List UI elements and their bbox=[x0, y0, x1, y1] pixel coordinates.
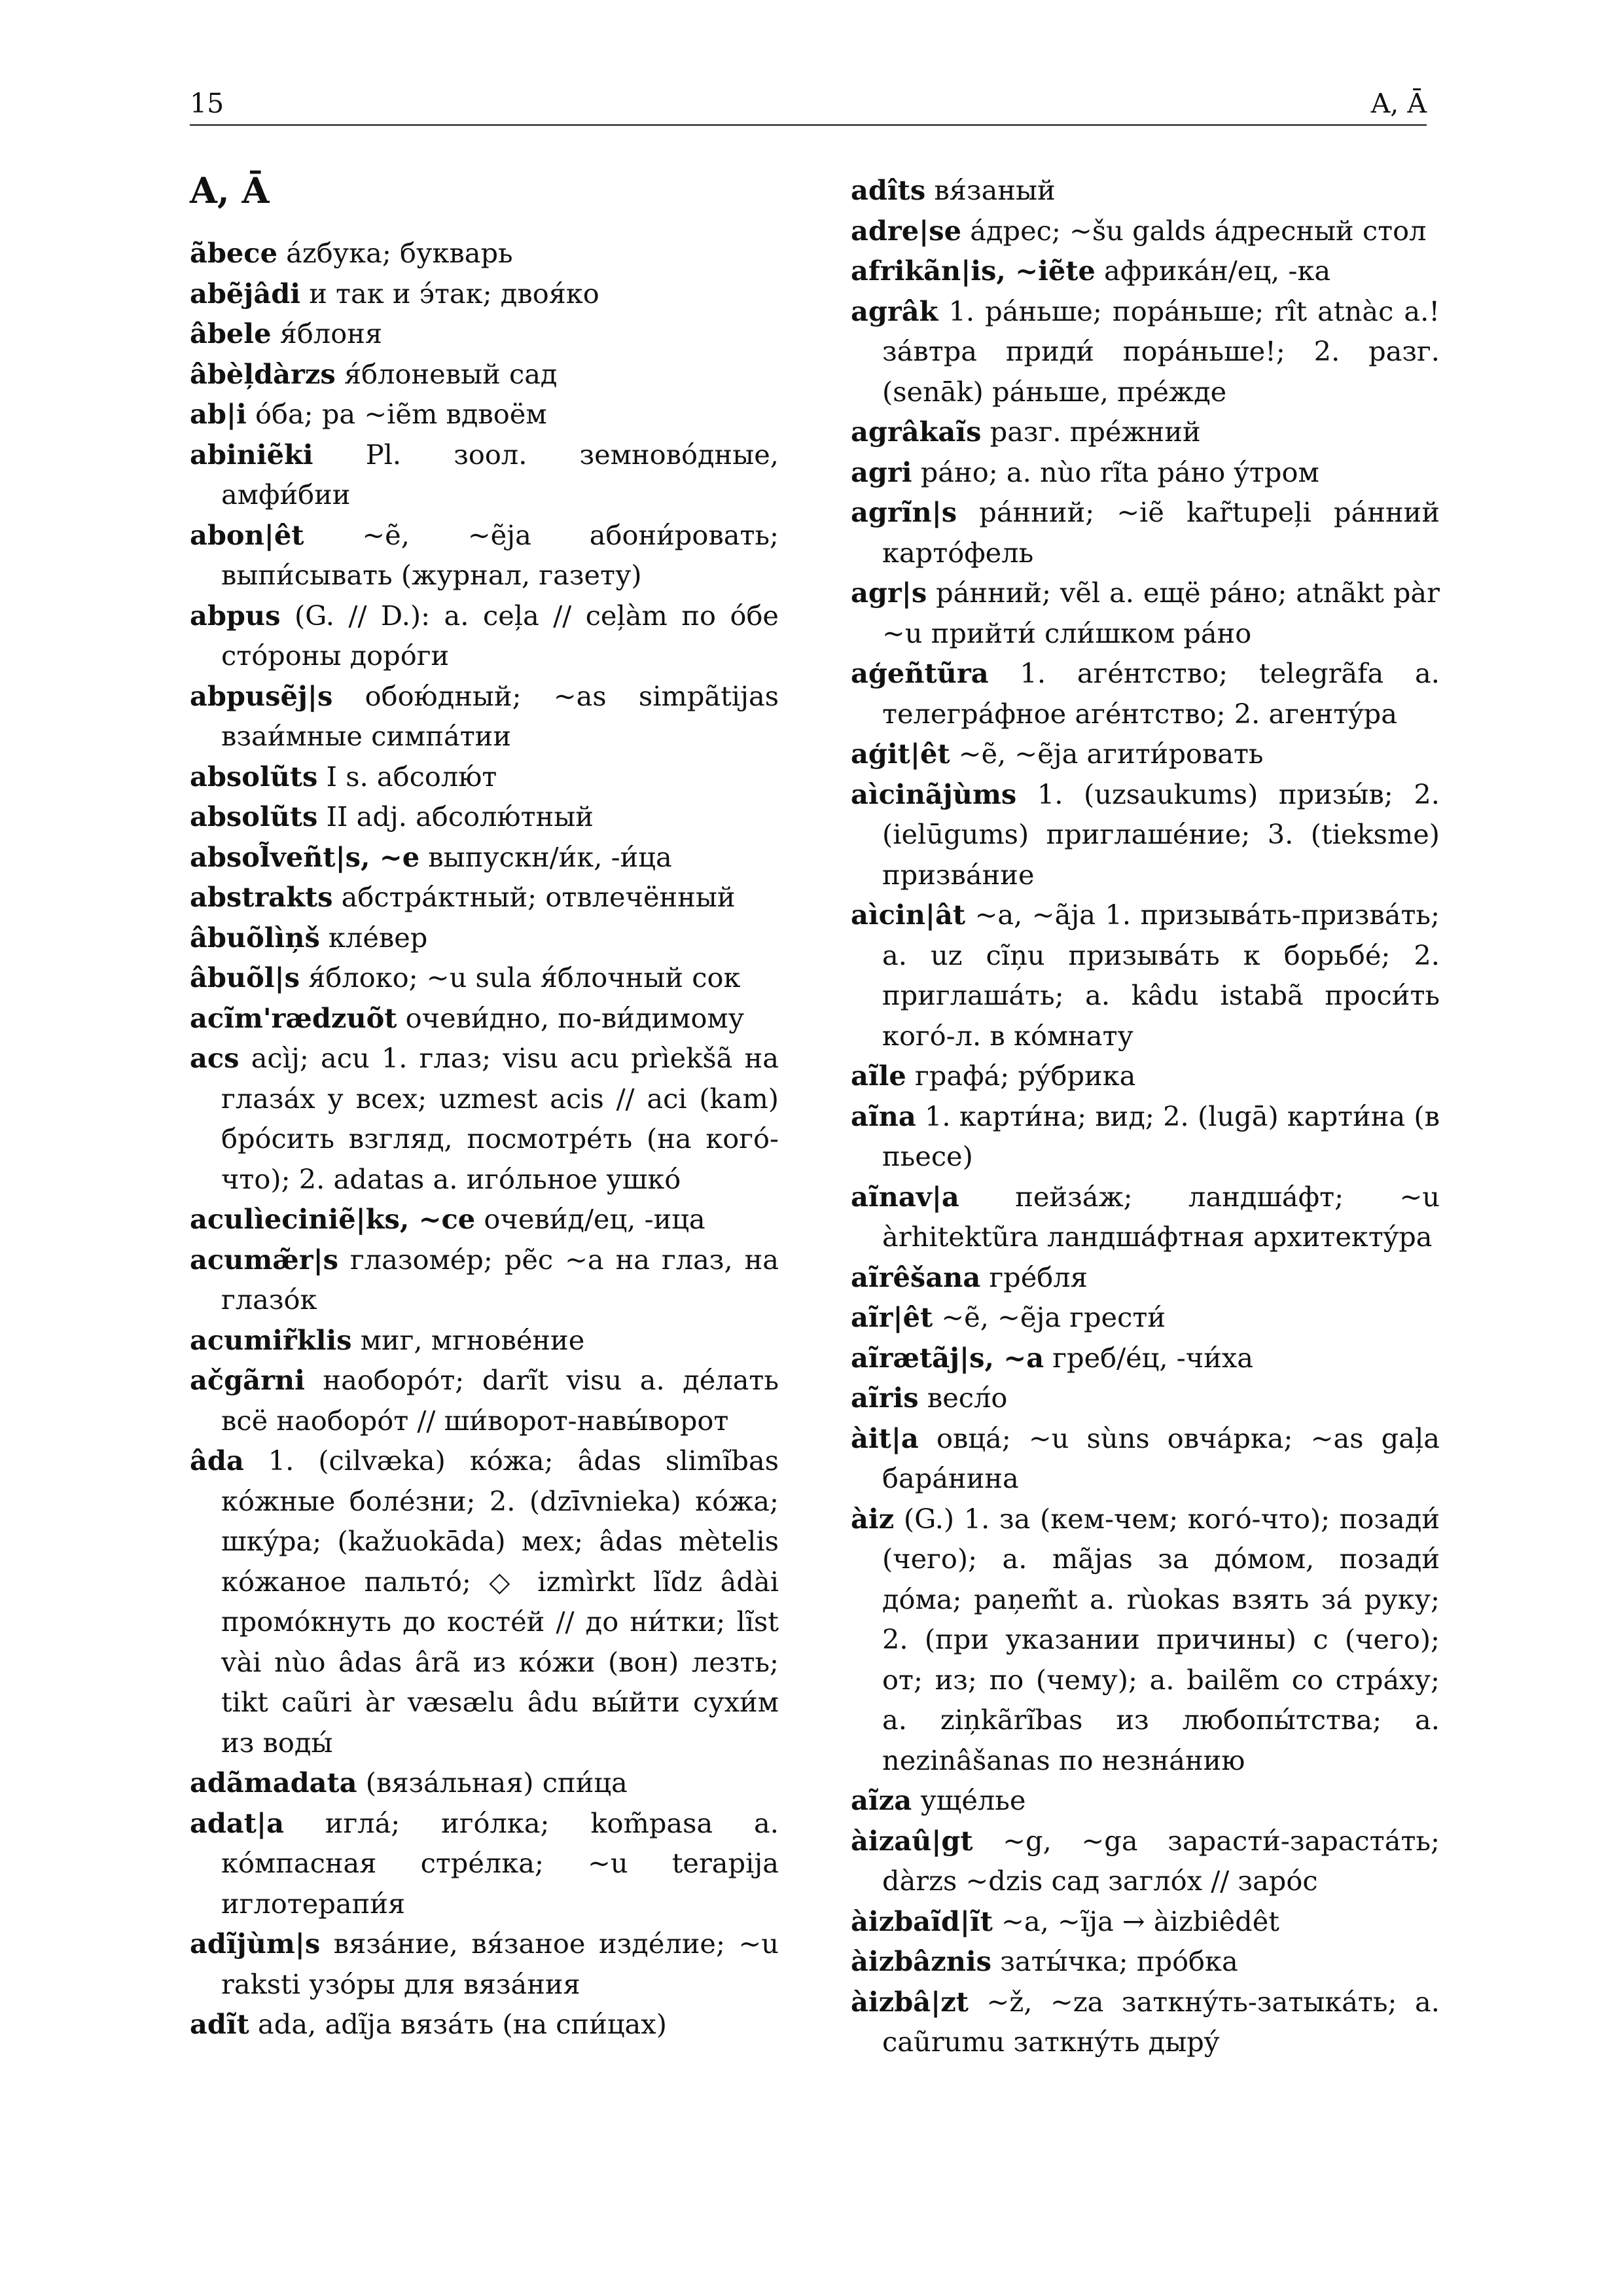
header-rule bbox=[190, 124, 1427, 126]
headword: afrikãn|is, ~iẽte bbox=[851, 255, 1096, 287]
dictionary-entry bbox=[851, 734, 1440, 774]
headword: âda bbox=[190, 1444, 244, 1477]
headword: agrâkaĩs bbox=[851, 416, 982, 448]
definition: I s. абсолю́т bbox=[317, 760, 497, 793]
definition: ~a, ~ãja 1. призывáть-призвáть; a. uz cĩņu призывáть к борьбé; 2. приглашáть; a. kâdu istabã проси́ть когó-л. в кóмнату bbox=[882, 899, 1440, 1052]
headword: àizbâznis bbox=[851, 1945, 991, 1977]
headword: aĩza bbox=[851, 1784, 912, 1816]
dictionary-entry bbox=[851, 1821, 1440, 1901]
headword: adĩjùm|s bbox=[190, 1928, 321, 1960]
headword: aìcin|ât bbox=[851, 899, 966, 931]
definition: 1. рáньше; порáньше; rît atnàc a.! зáвтра приди́ порáньше!; 2. разг. (senāk) рáньше, прéжде bbox=[882, 295, 1440, 408]
dictionary-entry bbox=[190, 837, 779, 878]
definition: греб/éц, -чи́ха bbox=[1044, 1341, 1254, 1374]
headword: aĩris bbox=[851, 1382, 919, 1414]
definition: 1. карти́на; вид; 2. (lugā) карти́на (в пьесе) bbox=[882, 1100, 1440, 1172]
headword: abpusẽj|s bbox=[190, 679, 333, 712]
dictionary-entry bbox=[851, 492, 1440, 573]
definition: áдрес; ~šu galds áдресный стол bbox=[961, 214, 1427, 247]
definition: наоборóт; darĩt visu a. дéлать всё наоборóт // ши́ворот-навы́ворот bbox=[221, 1364, 779, 1437]
section-title: A, Ā bbox=[190, 170, 270, 211]
headword: adĩt bbox=[190, 2008, 249, 2040]
definition: заты́чка; прóбка bbox=[991, 1945, 1238, 1977]
dictionary-entry bbox=[190, 757, 779, 797]
dictionary-entry bbox=[851, 1177, 1440, 1257]
dictionary-entry bbox=[190, 797, 779, 837]
definition: рáно; a. nùo rĩta рáно ýтром bbox=[912, 456, 1319, 488]
definition: я́блоня bbox=[271, 317, 383, 350]
dictionary-entry bbox=[190, 1240, 779, 1320]
definition: ~g, ~ga зарасти́-зарастáть; dàrzs ~dzis сад заглóх // зарóс bbox=[882, 1824, 1440, 1897]
definition: очеви́д/ец, -ица bbox=[475, 1203, 705, 1235]
dictionary-entry bbox=[851, 452, 1440, 493]
definition: рáнний; vẽl a. ещё рáно; atnãkt pàr ~u прийти́ сли́шком рáно bbox=[882, 577, 1440, 649]
headword: àizaû|gt bbox=[851, 1824, 973, 1857]
definition: африкáн/ец, -ка bbox=[1095, 255, 1331, 287]
dictionary-entry bbox=[851, 170, 1440, 211]
definition: 1. (cilvæka) кóжа; âdas slimĩbas кóжные болéзни; 2. (dzīvnieka) кóжа; шкýра; (kažuokāda) мех; âdas mètelis кóжаное пальтó; ◇ izmìrkt lĩdz âdài промóкнуть до костéй // до ни́тки; lĩst vài nùo âdas ârã из кóжи (вон) лезть; tikt caũri àr væsælu âdu вы́йти сухи́м из воды́ bbox=[221, 1444, 779, 1759]
definition: (G.) 1. за (кем-чем; когó-что); позади́ (чего); a. mãjas за дóмом, позади́ дóма; paņem̃t a. rùokas взять зá руку; 2. (при указании причины) с (чего); от; из; по (чему); a. bailẽm со стрáху; a. ziņkãrĩbas из любопы́тства; a. nezinâšanas по незнáнию bbox=[882, 1502, 1440, 1776]
dictionary-entry bbox=[190, 435, 779, 515]
headword: absolũts bbox=[190, 800, 318, 833]
headword: agrĩn|s bbox=[851, 496, 957, 528]
headword: agri bbox=[851, 456, 912, 488]
headword: adîts bbox=[851, 174, 926, 206]
headword: adãmadata bbox=[190, 1767, 357, 1799]
definition: весл́о bbox=[918, 1382, 1008, 1414]
dictionary-entry bbox=[851, 1780, 1440, 1821]
dictionary-entry bbox=[851, 291, 1440, 412]
headword: agr|s bbox=[851, 577, 927, 609]
definition: 1. агéнтство; telegrãfa a. телегрáфное агéнтство; 2. агентýра bbox=[882, 657, 1440, 730]
definition: обою́дный; ~as simpãtijas взаи́мные симпáтии bbox=[221, 679, 779, 752]
dictionary-entry bbox=[190, 314, 779, 354]
left-entries bbox=[190, 233, 779, 2045]
dictionary-entry bbox=[851, 653, 1440, 734]
headword: àiz bbox=[851, 1502, 895, 1535]
definition: ~a, ~ĩja → àizbiêdêt bbox=[992, 1905, 1279, 1937]
headword: abstrakts bbox=[190, 881, 333, 913]
headword: aculìeciniẽ|ks, ~ce bbox=[190, 1203, 476, 1235]
headword: adat|a bbox=[190, 1806, 284, 1839]
headword: abon|êt bbox=[190, 518, 304, 551]
headword: acumir̃klis bbox=[190, 1323, 352, 1356]
section-label: A, Ā bbox=[1370, 88, 1427, 119]
definition: клéвер bbox=[319, 921, 428, 954]
dictionary-entry bbox=[851, 1418, 1440, 1499]
definition: графá; рýбрика bbox=[906, 1060, 1136, 1092]
headword: abẽjâdi bbox=[190, 277, 300, 310]
definition: иглá; игóлка; kom̃pasa a. кóмпасная стрéлка; ~u terapija иглотерапи́я bbox=[221, 1806, 779, 1920]
dictionary-entry bbox=[190, 676, 779, 757]
right-column bbox=[851, 170, 1440, 2062]
headword: acumæ̃r|s bbox=[190, 1243, 339, 1276]
dictionary-entry bbox=[851, 251, 1440, 291]
definition: абстрáктный; отвлечённый bbox=[332, 881, 736, 913]
definition: миг, мгновéние bbox=[351, 1323, 585, 1356]
dictionary-entry bbox=[190, 1199, 779, 1240]
definition: óба; pa ~iẽm вдвоём bbox=[246, 398, 547, 430]
dictionary-entry bbox=[190, 1038, 779, 1199]
definition: и так и э́так; двоя́ко bbox=[300, 277, 599, 310]
headword: aìcinãjùms bbox=[851, 778, 1017, 810]
dictionary-entry bbox=[851, 895, 1440, 1056]
dictionary-entry bbox=[190, 877, 779, 918]
definition: acìj; acu 1. глаз; visu acu prìekšã на глазáх у всех; uzmest acis // aci (kam) брóсить взгляд, посмотрéть (на когó-что); 2. adatas a. игóльное ушкó bbox=[221, 1042, 779, 1195]
dictionary-entry bbox=[851, 1941, 1440, 1982]
dictionary-entry bbox=[190, 958, 779, 998]
headword: absol̃veñt|s, ~e bbox=[190, 840, 420, 873]
headword: aĩrætãj|s, ~a bbox=[851, 1341, 1044, 1374]
dictionary-entry bbox=[190, 1763, 779, 1803]
definition: ~ẽ, ~ẽja агити́ровать bbox=[950, 738, 1264, 770]
definition: 1. (uzsaukums) призы́в; 2. (ielūgums) приглашéние; 3. (tieksme) призвáние bbox=[882, 778, 1440, 891]
headword: àizbaĩd|ĩt bbox=[851, 1905, 993, 1937]
dictionary-entry bbox=[851, 1499, 1440, 1781]
definition: разг. прéжний bbox=[981, 416, 1201, 448]
definition: вязáние, вя́заное издéлие; ~u raksti узóры для вязáния bbox=[221, 1928, 779, 2000]
dictionary-entry bbox=[851, 211, 1440, 251]
dictionary-entry bbox=[851, 1901, 1440, 1942]
headword: aĩna bbox=[851, 1100, 916, 1132]
dictionary-entry bbox=[190, 354, 779, 395]
definition: я́блоневый сад bbox=[335, 357, 558, 390]
headword: âbele bbox=[190, 317, 272, 350]
definition: пейзáж; ландшáфт; ~u àrhitektũra ландшáфтная архитектýра bbox=[882, 1180, 1440, 1253]
definition: ada, adĩja вязáть (на спи́цах) bbox=[249, 2008, 667, 2040]
dictionary-entry bbox=[190, 918, 779, 958]
headword: aĩle bbox=[851, 1060, 906, 1092]
headword: aģit|êt bbox=[851, 738, 950, 770]
definition: ущéлье bbox=[912, 1784, 1026, 1816]
headword: aĩr|êt bbox=[851, 1301, 933, 1333]
headword: âbèļdàrzs bbox=[190, 357, 336, 390]
definition: выпускн/и́к, -и́ца bbox=[419, 840, 672, 873]
headword: âbuõl|s bbox=[190, 961, 300, 994]
dictionary-entry bbox=[851, 1378, 1440, 1418]
dictionary-entry bbox=[190, 998, 779, 1039]
headword: ab|i bbox=[190, 398, 247, 430]
definition: Pl. зоол. земново́дные, амфи́бии bbox=[221, 438, 779, 511]
definition: вя́заный bbox=[925, 174, 1056, 206]
dictionary-entry bbox=[851, 1096, 1440, 1177]
page-number: 15 bbox=[190, 88, 224, 119]
right-entries bbox=[851, 170, 1440, 2062]
headword: abpus bbox=[190, 599, 281, 632]
dictionary-entry bbox=[851, 573, 1440, 653]
dictionary-entry bbox=[190, 1441, 779, 1763]
headword: aĩnav|a bbox=[851, 1180, 959, 1213]
definition: ~ž, ~za заткнýть-затыкáть; a. caũrumu заткнýть дырý bbox=[882, 1985, 1440, 2058]
definition: очеви́дно, по-ви́димому bbox=[397, 1001, 745, 1034]
definition: овцá; ~u sùns овчáрка; ~as gaļa барáнина bbox=[882, 1422, 1440, 1494]
dictionary-entry bbox=[190, 515, 779, 596]
definition: глазомéр; pẽc ~a на глаз, на глазóк bbox=[221, 1243, 779, 1316]
dictionary-entry bbox=[851, 1297, 1440, 1338]
definition: ~ẽ, ~ẽja абони́ровать; выпи́сывать (журнал, газету) bbox=[221, 518, 779, 591]
dictionary-entry bbox=[851, 1056, 1440, 1096]
dictionary-entry bbox=[190, 1803, 779, 1924]
dictionary-entry bbox=[851, 774, 1440, 895]
definition: грéбля bbox=[980, 1261, 1088, 1293]
dictionary-entry bbox=[190, 1320, 779, 1361]
dictionary-entry bbox=[190, 2004, 779, 2045]
dictionary-entry bbox=[190, 1360, 779, 1441]
dictionary-entry bbox=[190, 394, 779, 435]
headword: agrâk bbox=[851, 295, 938, 327]
definition: II adj. абсолю́тный bbox=[317, 800, 594, 833]
definition: рáнний; ~iẽ kar̃tupeļi рáнний картóфель bbox=[882, 496, 1440, 569]
definition: (вязáльная) спи́ца bbox=[357, 1767, 628, 1799]
dictionary-entry bbox=[851, 1982, 1440, 2062]
headword: ačgãrni bbox=[190, 1364, 305, 1396]
running-head bbox=[190, 84, 1427, 123]
dictionary-entry bbox=[190, 233, 779, 274]
definition: ~ẽ, ~ẽja грести́ bbox=[933, 1301, 1166, 1333]
dictionary-entry bbox=[190, 596, 779, 676]
dictionary-entry bbox=[851, 1257, 1440, 1298]
headword: acs bbox=[190, 1042, 240, 1074]
headword: aĩrêšana bbox=[851, 1261, 981, 1293]
definition: (G. // D.): a. ceļa // ceļàm по óбе стóроны дорóги bbox=[221, 599, 779, 672]
headword: àizbâ|zt bbox=[851, 1985, 969, 2018]
dictionary-entry bbox=[851, 1338, 1440, 1378]
dictionary-entry bbox=[190, 1924, 779, 2004]
headword: aģeñtũra bbox=[851, 657, 989, 689]
headword: àit|a bbox=[851, 1422, 919, 1454]
headword: âbuõlìņš bbox=[190, 921, 320, 954]
left-column bbox=[190, 154, 779, 2045]
definition: я́блоко; ~u sula я́блочный сок bbox=[300, 961, 741, 994]
definition: ázбука; букварь bbox=[277, 237, 513, 269]
headword: adre|se bbox=[851, 214, 962, 247]
headword: ãbece bbox=[190, 237, 277, 269]
dictionary-entry bbox=[190, 274, 779, 314]
headword: abiniẽki bbox=[190, 438, 313, 471]
headword: absolũts bbox=[190, 760, 318, 793]
dictionary-entry bbox=[851, 412, 1440, 452]
headword: acĩm'rædzuõt bbox=[190, 1001, 397, 1034]
